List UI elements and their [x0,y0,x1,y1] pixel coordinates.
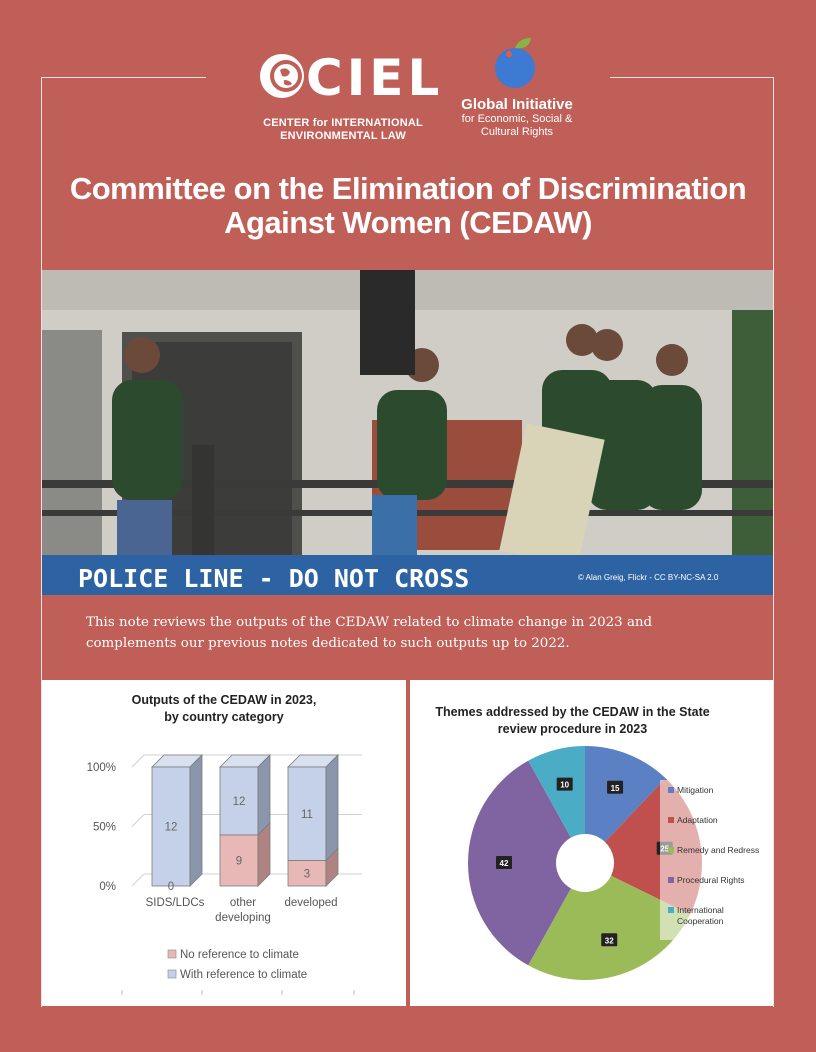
intro-text: This note reviews the outputs of the CEDAW related to climate change in 2023 and complements our previous notes dedicated to such outputs up to 2022. [86,615,653,651]
legend-swatch [168,970,176,978]
pie-chart-panel [410,680,773,1006]
legend-swatch [668,847,674,853]
photo-credit: © Alan Greig, Flickr - CC BY-NC-SA 2.0 [578,573,719,582]
ciel-name: CENTER for INTERNATIONAL ENVIRONMENTAL LAW [263,117,423,142]
legend-label: Procedural Rights [677,875,745,885]
legend-label: International Cooperation [677,905,724,926]
bar-side-face [326,755,338,861]
legend-item [668,785,768,796]
legend-swatch [668,787,674,793]
gridline-diag [132,815,144,827]
legend-label: Adaptation [677,815,718,825]
x-tick-label: other [229,897,257,909]
gridline-diag [132,755,144,767]
x-tick-label: SIDS/LDCs [145,897,205,909]
legend-label: Remedy and Redress [677,845,760,855]
y-tick-label: 0% [99,881,116,893]
data-label: 3 [303,868,311,881]
ciel-logo[interactable] [258,44,444,143]
legend-swatch [668,907,674,913]
data-label: 10 [560,780,570,790]
gi-logo[interactable] [452,38,582,139]
bar-side-face [258,755,270,835]
bar-chart-panel [42,680,406,1006]
legend-item [668,875,768,886]
data-label: 0 [167,881,175,893]
data-label-badge [557,778,573,791]
x-tick-label: developed [284,897,338,909]
data-label-badge [601,933,617,946]
police-tape-text: POLICE LINE - DO NOT CROSS [78,564,470,593]
legend-item [668,905,768,927]
legend-label: Mitigation [677,785,714,795]
pie-legend [668,785,768,946]
legend-label: No reference to climate [180,949,299,961]
y-tick-label: 50% [92,821,116,834]
legend-item [668,845,768,856]
hero-photo [42,270,773,595]
bar-side-face [190,755,202,886]
y-tick-label: 100% [86,762,116,774]
bar-chart [42,680,406,1006]
gridline-diag [132,874,144,886]
ciel-logo-text: CIEL [306,49,444,107]
data-label-badge [496,856,512,869]
data-label: 15 [610,783,620,793]
legend-swatch [668,817,674,823]
bar-chart-title: Outputs of the CEDAW in 2023, by country category [131,693,317,724]
pie-chart-title: Themes addressed by the CEDAW in the State review procedure in 2023 [435,705,710,736]
legend-item [668,815,768,826]
apple-icon [491,38,543,90]
legend-label: With reference to climate [180,969,308,981]
page-title: Committee on the Elimination of Discrimination Against Women (CEDAW) [69,171,747,240]
data-label: 42 [499,859,509,868]
data-label: 32 [604,936,614,946]
legend-swatch [168,950,176,958]
data-label: 12 [232,796,246,808]
x-tick-label: developing [215,912,271,924]
logo-bar [0,38,816,158]
data-label: 12 [164,821,178,834]
ciel-logo-mark [258,44,444,108]
data-label: 11 [301,808,313,821]
data-label: 9 [235,855,243,868]
legend-swatch [668,877,674,883]
gi-subtitle: for Economic, Social & Cultural Rights [461,113,573,138]
data-label-badge [607,781,623,794]
gi-name: Global Initiative [461,96,573,113]
